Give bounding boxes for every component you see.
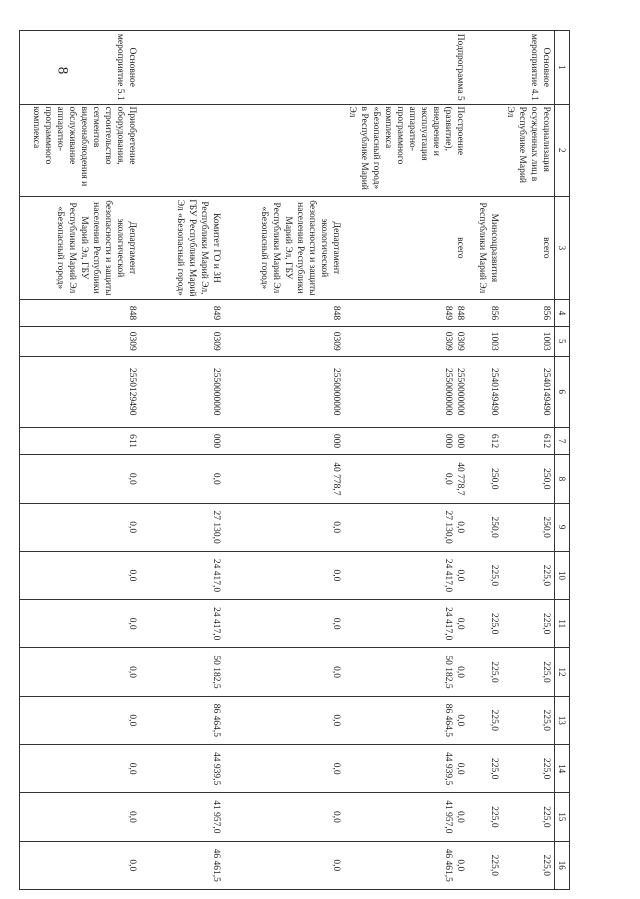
cell-value: 0,0 — [20, 600, 140, 648]
cell-value: 0,0 — [224, 503, 344, 551]
cell-program — [224, 31, 344, 105]
col-header: 3 — [555, 196, 570, 299]
cell-value: 250,0 — [468, 455, 502, 503]
value-line: 27 130,0 — [443, 510, 453, 544]
value-line: 24 417,0 — [443, 558, 453, 593]
col-header: 6 — [555, 356, 570, 427]
cell-value: 225,0 — [502, 648, 555, 696]
value-line: 0,0 — [455, 714, 465, 727]
value-line: 0,0 — [443, 472, 453, 485]
cell-executor: Комитет ГО и ЗН Республики Марий Эл, ГБУ Республики Марий Эл «Безопасный город» — [140, 196, 224, 299]
cell-value: 0,0 — [224, 600, 344, 648]
col-header: 12 — [555, 648, 570, 696]
value-line: 0,0 — [455, 666, 465, 678]
cell-value: 50 182,5 — [140, 648, 224, 696]
cell-csr: 2540149490 — [502, 356, 555, 427]
cell-description: Ресоциализация осужденных лиц в Республике Марий Эл — [502, 104, 555, 196]
cell-csr: 2550000000 — [140, 356, 224, 427]
value-line: 2550000000 — [443, 367, 453, 416]
cell-value: 225,0 — [468, 841, 502, 889]
col-header: 13 — [555, 696, 570, 744]
cell-grbs: 848 — [20, 299, 140, 326]
cell-value: 250,0 — [502, 455, 555, 503]
col-header: 7 — [555, 427, 570, 454]
value-line: 0,0 — [455, 762, 465, 775]
col-header: 10 — [555, 551, 570, 599]
cell-value: 225,0 — [468, 793, 502, 841]
cell-value — [344, 551, 468, 599]
cell-description — [140, 104, 224, 196]
cell-value: 225,0 — [502, 696, 555, 744]
cell-vr: 611 — [20, 427, 140, 454]
cell-value — [344, 744, 468, 792]
cell-value: 46 461,5 — [140, 841, 224, 889]
cell-description — [224, 104, 344, 196]
table-row — [344, 31, 468, 890]
cell-csr — [344, 356, 468, 427]
cell-vr: 000 — [224, 427, 344, 454]
cell-csr: 2550129490 — [20, 356, 140, 427]
cell-value: 225,0 — [502, 551, 555, 599]
cell-value: 0,0 — [20, 744, 140, 792]
cell-value: 40 778,7 — [224, 455, 344, 503]
value-line: 0,0 — [455, 810, 465, 823]
cell-grbs: 856 — [502, 299, 555, 326]
cell-value: 250,0 — [468, 503, 502, 551]
table-row — [224, 31, 344, 890]
value-line: 849 — [443, 305, 453, 321]
budget-table — [20, 30, 571, 890]
value-line: 0309 — [455, 331, 465, 351]
cell-vr: 612 — [502, 427, 555, 454]
cell-grbs: 848 — [224, 299, 344, 326]
value-line: 44 939,5 — [443, 752, 453, 786]
col-header: 15 — [555, 793, 570, 841]
cell-value — [344, 793, 468, 841]
cell-value: 225,0 — [502, 841, 555, 889]
value-line: 848 — [455, 305, 465, 321]
value-line: 50 182,5 — [443, 655, 453, 689]
cell-value: 41 957,0 — [140, 793, 224, 841]
cell-value — [344, 841, 468, 889]
value-line: 2550000000 — [455, 367, 465, 416]
cell-value — [344, 696, 468, 744]
cell-rzpr: 0309 — [224, 327, 344, 356]
value-line: 0,0 — [455, 569, 465, 582]
col-header: 2 — [555, 104, 570, 196]
cell-value: 27 130,0 — [140, 503, 224, 551]
table-row — [468, 31, 502, 890]
cell-value: 225,0 — [468, 744, 502, 792]
value-line: 0,0 — [455, 859, 465, 872]
cell-value: 0,0 — [224, 793, 344, 841]
value-line: 46 461,5 — [443, 848, 453, 882]
cell-value: 44 939,5 — [140, 744, 224, 792]
cell-value: 225,0 — [502, 793, 555, 841]
cell-program — [140, 31, 224, 105]
value-line: 86 464,5 — [443, 703, 453, 737]
cell-value: 225,0 — [468, 600, 502, 648]
cell-program: Основное мероприятие 4.1 — [502, 31, 555, 105]
cell-vr: 000 — [140, 427, 224, 454]
cell-value: 250,0 — [502, 503, 555, 551]
cell-value — [344, 600, 468, 648]
col-header: 14 — [555, 744, 570, 792]
col-header: 11 — [555, 600, 570, 648]
col-header: 5 — [555, 327, 570, 356]
cell-value: 24 417,0 — [140, 551, 224, 599]
cell-description — [468, 104, 502, 196]
cell-csr: 2550000000 — [224, 356, 344, 427]
table-row — [502, 31, 555, 890]
col-header: 9 — [555, 503, 570, 551]
cell-value: 225,0 — [468, 551, 502, 599]
value-line: 0,0 — [455, 521, 465, 534]
cell-rzpr: 1003 — [468, 327, 502, 356]
cell-csr: 2540149490 — [468, 356, 502, 427]
cell-rzpr — [344, 327, 468, 356]
cell-executor: всего — [344, 196, 468, 299]
cell-executor: всего — [502, 196, 555, 299]
cell-rzpr: 0309 — [20, 327, 140, 356]
cell-grbs: 856 — [468, 299, 502, 326]
cell-value — [344, 455, 468, 503]
cell-grbs — [344, 299, 468, 326]
cell-value: 0,0 — [140, 455, 224, 503]
value-line: 41 957,0 — [443, 800, 453, 834]
cell-value: 0,0 — [20, 503, 140, 551]
cell-grbs: 849 — [140, 299, 224, 326]
value-line: 0,0 — [455, 617, 465, 630]
cell-vr: 612 — [468, 427, 502, 454]
table-row — [20, 31, 140, 890]
cell-value: 0,0 — [20, 793, 140, 841]
cell-value: 0,0 — [224, 841, 344, 889]
header-row — [555, 31, 570, 890]
cell-value: 0,0 — [224, 696, 344, 744]
cell-value: 0,0 — [20, 841, 140, 889]
value-line: 0309 — [443, 331, 453, 351]
cell-value: 0,0 — [224, 648, 344, 696]
value-line: 40 778,7 — [455, 462, 465, 496]
cell-program: Подпрограмма 5 — [344, 31, 468, 105]
cell-program — [468, 31, 502, 105]
cell-value — [344, 503, 468, 551]
cell-value: 0,0 — [20, 648, 140, 696]
cell-description: Построение (развитие), внедрение и эксплуатация аппаратно-программного комплекса «Безопасный город» в Республике Марий Эл — [344, 104, 468, 196]
budget-table-rotated — [31, 30, 570, 890]
cell-value: 24 417,0 — [140, 600, 224, 648]
cell-value: 0,0 — [20, 551, 140, 599]
cell-value: 0,0 — [20, 696, 140, 744]
cell-value: 225,0 — [468, 696, 502, 744]
cell-value: 225,0 — [468, 648, 502, 696]
cell-value: 0,0 — [224, 551, 344, 599]
cell-description: Приобретение оборудования, строительство сегментов видеонаблюдения и обслуживание аппаратно-программного комплекса — [20, 104, 140, 196]
cell-program: Основное мероприятие 5.1 — [20, 31, 140, 105]
col-header: 4 — [555, 299, 570, 326]
col-header: 8 — [555, 455, 570, 503]
cell-value — [344, 648, 468, 696]
col-header: 16 — [555, 841, 570, 889]
table-row — [140, 31, 224, 890]
cell-value: 0,0 — [20, 455, 140, 503]
cell-vr — [344, 427, 468, 454]
value-line: 24 417,0 — [443, 607, 453, 641]
cell-executor: Департамент экологической безопасности и защиты населения Республики Марий Эл, ГБУ Республики Марий Эл «Безопасный город» — [20, 196, 140, 299]
page-number: 8 — [54, 66, 71, 75]
value-line: 000 — [443, 433, 453, 449]
col-header: 1 — [555, 31, 570, 105]
cell-executor: Минсоцразвития Республики Марий Эл — [468, 196, 502, 299]
cell-rzpr: 1003 — [502, 327, 555, 356]
cell-value: 86 464,5 — [140, 696, 224, 744]
cell-value: 225,0 — [502, 600, 555, 648]
cell-value: 225,0 — [502, 744, 555, 792]
cell-value: 0,0 — [224, 744, 344, 792]
cell-executor: Департамент экологической безопасности и защиты населения Республики Марий Эл, ГБУ Республики Марий Эл «Безопасный город» — [224, 196, 344, 299]
value-line: 000 — [455, 433, 465, 449]
cell-rzpr: 0309 — [140, 327, 224, 356]
